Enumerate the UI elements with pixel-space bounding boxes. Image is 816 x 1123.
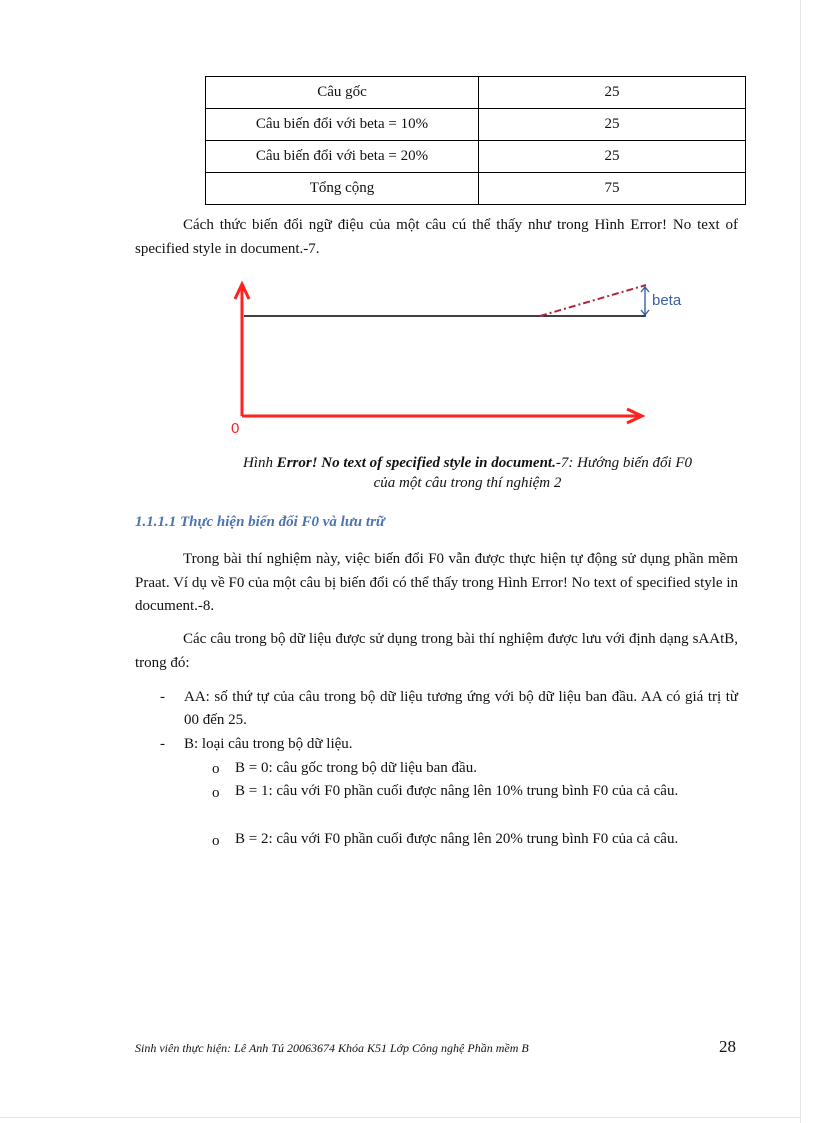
- caption-prefix: Hình: [242, 455, 277, 471]
- y-axis-arrow: [235, 284, 249, 416]
- table-cell-label: Câu gốc: [206, 77, 479, 109]
- beta-label: beta: [652, 292, 682, 309]
- caption-line-2: của một câu trong thí nghiệm 2: [373, 475, 562, 491]
- sub-item-b2: B = 2: câu với F0 phần cuối được nâng lên 20% trung bình F0 của cả câu.: [235, 831, 679, 847]
- origin-label: 0: [231, 420, 240, 437]
- page-number: 28: [719, 1037, 736, 1056]
- caption-line-1: [135, 453, 800, 473]
- x-axis-arrow: [242, 409, 642, 423]
- paragraph-praat: Trong bài thí nghiệm này, việc biến đổi F0 vẫn được thực hiện tự động sử dụng phần mềm Praat. Ví dụ về F0 của một câu bị biến đổi có thể thấy trong Hình Error! No text of specified style in document.-8.: [135, 551, 738, 614]
- table-cell-label: Tổng cộng: [206, 173, 479, 205]
- list-item-aa: AA: số thứ tự của câu trong bộ dữ liệu tương ứng với bộ dữ liệu ban đầu. AA có giá trị từ 00 đến 25.: [184, 689, 738, 728]
- list-item-b: B: loại câu trong bộ dữ liệu.: [184, 736, 353, 752]
- modified-f0-line: [540, 285, 646, 316]
- dash-bullet: -: [160, 736, 165, 752]
- f0-direction-figure: [0, 0, 816, 460]
- caption-bold: Error! No text of specified style in document.: [276, 455, 556, 471]
- table-cell-value: 75: [479, 173, 746, 205]
- sub-item-b1: B = 1: câu với F0 phần cuối được nâng lên 10% trung bình F0 của cả câu.: [235, 783, 679, 799]
- table-cell-label: Câu biến đổi với beta = 20%: [206, 141, 479, 173]
- intro-paragraph: Cách thức biến đổi ngữ điệu của một câu cú thể thấy như trong Hình Error! No text of specified style in document.-7.: [135, 217, 738, 257]
- section-heading: 1.1.1.1 Thực hiện biến đổi F0 và lưu trữ: [135, 514, 385, 530]
- figure-caption: [135, 453, 800, 493]
- circle-bullet: o: [212, 761, 220, 777]
- table-cell-label: Câu biến đổi với beta = 10%: [206, 109, 479, 141]
- paragraph-format: Các câu trong bộ dữ liệu được sử dụng trong bài thí nghiệm được lưu với định dạng sAAtB, trong đó:: [135, 631, 738, 671]
- dash-bullet: -: [160, 689, 165, 705]
- table-cell-value: 25: [479, 141, 746, 173]
- caption-suffix: -7: Hướng biến đổi F0: [555, 455, 693, 471]
- beta-bracket: [641, 287, 649, 315]
- footer-author: Sinh viên thực hiện: Lê Anh Tú 20063674 Khóa K51 Lớp Công nghệ Phần mềm B: [135, 1041, 529, 1055]
- circle-bullet: o: [212, 833, 220, 849]
- sub-item-b0: B = 0: câu gốc trong bộ dữ liệu ban đầu.: [235, 760, 477, 776]
- page-border-bottom: [0, 1117, 801, 1118]
- circle-bullet: o: [212, 785, 220, 801]
- table-cell-value: 25: [479, 109, 746, 141]
- table-cell-value: 25: [479, 77, 746, 109]
